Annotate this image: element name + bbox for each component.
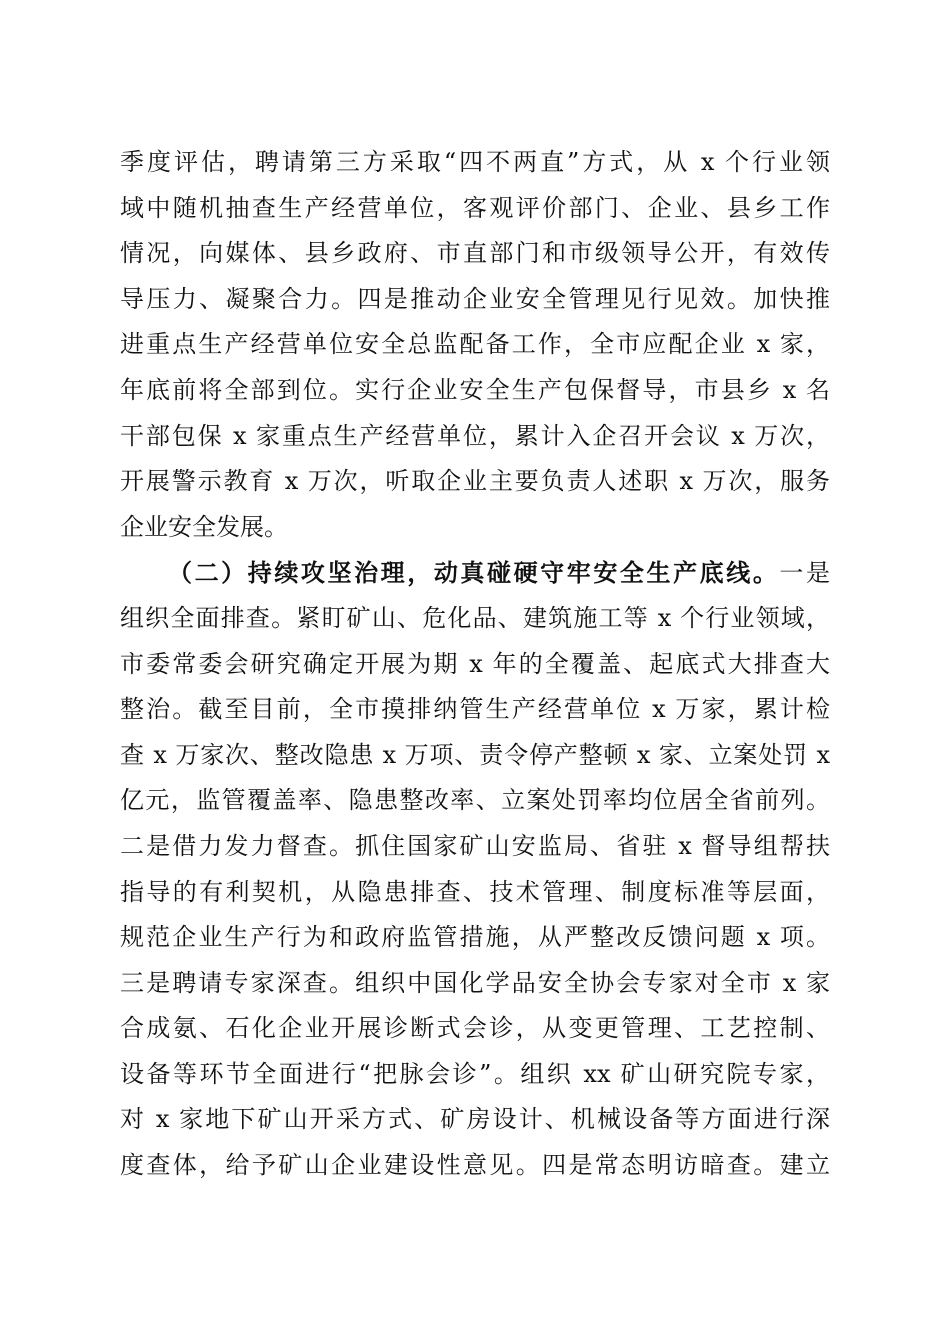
paragraph-1-line-8: 开展警示教育 x 万次，听取企业主要负责人述职 x 万次，服务 xyxy=(120,467,830,496)
paragraph-2-line-7: 二是借力发力督查。抓住国家矿山安监局、省驻 x 督导组帮扶 xyxy=(120,831,830,860)
paragraph-1-line-9: 企业安全发展。 xyxy=(120,512,288,541)
paragraph-2-line-9: 规范企业生产行为和政府监管措施，从严整改反馈问题 x 项。 xyxy=(120,923,830,952)
paragraph-2-line-13: 对 x 家地下矿山开采方式、矿房设计、机械设备等方面进行深 xyxy=(120,1105,830,1134)
paragraph-1-line-2: 域中随机抽查生产经营单位，客观评价部门、企业、县乡工作 xyxy=(120,193,830,222)
paragraph-2-line-5: 查 x 万家次、整改隐患 x 万项、责令停产整顿 x 家、立案处罚 x xyxy=(120,740,830,769)
paragraph-2-line-4: 整治。截至目前，全市摸排纳管生产经营单位 x 万家，累计检 xyxy=(120,695,830,724)
paragraph-1-line-7: 干部包保 x 家重点生产经营单位，累计入企召开会议 x 万次， xyxy=(120,421,830,450)
paragraph-1-line-6: 年底前将全部到位。实行企业安全生产包保督导，市县乡 x 名 xyxy=(120,375,830,404)
paragraph-2-line-2: 组织全面排查。紧盯矿山、危化品、建筑施工等 x 个行业领域， xyxy=(120,603,830,632)
paragraph-2-heading-line xyxy=(120,550,830,596)
paragraph-2-line-8: 指导的有利契机，从隐患排查、技术管理、制度标准等层面， xyxy=(120,877,830,906)
paragraph-2-line-14: 度查体，给予矿山企业建设性意见。四是常态明访暗查。建立 xyxy=(120,1151,830,1180)
paragraph-2-line-3: 市委常委会研究确定开展为期 x 年的全覆盖、起底式大排查大 xyxy=(120,649,830,678)
paragraph-2-line-6: 亿元，监管覆盖率、隐患整改率、立案处罚率均位居全省前列。 xyxy=(120,786,830,815)
paragraph-1-line-1: 季度评估，聘请第三方采取“四不两直”方式，从 x 个行业领 xyxy=(120,148,830,176)
document-body xyxy=(120,140,830,1189)
paragraph-2-line-10: 三是聘请专家深查。组织中国化学品安全协会专家对全市 x 家 xyxy=(120,968,830,997)
paragraph-2-first-line-rest: 一是 xyxy=(779,559,831,588)
paragraph-1-line-5: 进重点生产经营单位安全总监配备工作，全市应配企业 x 家， xyxy=(120,330,830,359)
paragraph-2-line-12: 设备等环节全面进行“把脉会诊”。组织 xx 矿山研究院专家， xyxy=(120,1059,830,1088)
section-heading: （二）持续攻坚治理，动真碰硬守牢安全生产底线。 xyxy=(168,558,780,588)
paragraph-1-line-4: 导压力、凝聚合力。四是推动企业安全管理见行见效。加快推 xyxy=(120,284,830,313)
paragraph-2-line-11: 合成氨、石化企业开展诊断式会诊，从变更管理、工艺控制、 xyxy=(120,1014,830,1043)
paragraph-1-line-3: 情况，向媒体、县乡政府、市直部门和市级领导公开，有效传 xyxy=(120,239,830,268)
